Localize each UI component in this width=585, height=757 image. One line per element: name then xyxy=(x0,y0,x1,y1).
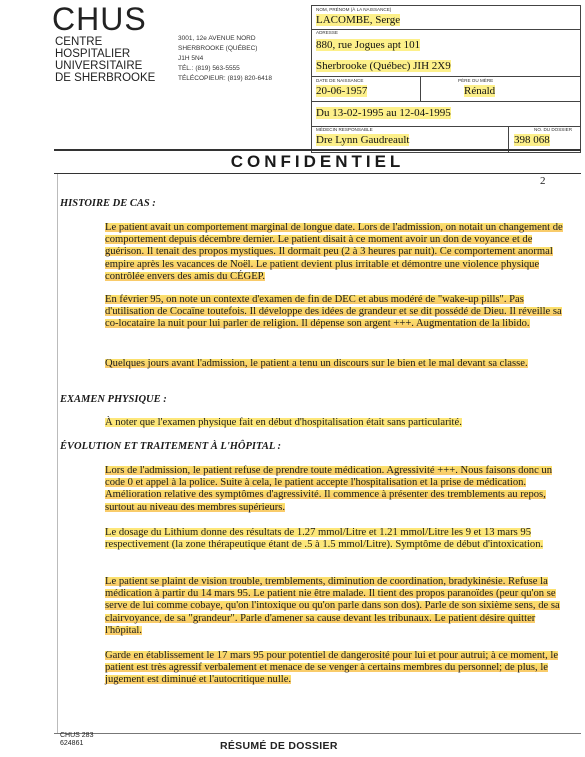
paragraph-evolution-4 xyxy=(105,650,573,687)
father-label: PÈRE OU MÈRE xyxy=(458,78,494,83)
address-label: ADRESSE xyxy=(316,30,338,35)
hospital-address xyxy=(178,34,272,84)
physician-label: MÉDECIN RESPONSABLE xyxy=(316,127,373,132)
footer-rule xyxy=(54,733,581,734)
section-heading-evolution: ÉVOLUTION ET TRAITEMENT À L'HÔPITAL : xyxy=(60,441,281,452)
hospital-name-line: CENTRE xyxy=(55,36,103,48)
paragraph-evolution-3 xyxy=(105,576,573,637)
patient-father-text: Rénald xyxy=(464,85,496,97)
section-heading-histoire: HISTOIRE DE CAS : xyxy=(60,198,156,209)
dob-label: DATE DE NAISSANCE xyxy=(316,78,364,83)
title-rule-bottom xyxy=(54,173,581,174)
file-number-text: 398 068 xyxy=(514,134,550,146)
physician-name xyxy=(316,134,409,146)
address-line: TÉLÉCOPIEUR: (819) 820-6418 xyxy=(178,75,272,82)
paragraph-text: Lors de l'admission, le patient refuse de prendre toute médication. Agressivité +++. Nous faisons donc un code 0 et appel à la police. Suite à cela, le patient accepte l'hospitalisation et la prise de médication. Amélioration relative des symptômes d'agressivité. Il commence à présenter des tremblements au repos, surtout au niveau des membres supérieurs. xyxy=(105,465,553,513)
patient-address-line1-text: 880, rue Jogues apt 101 xyxy=(316,39,421,51)
paragraph-text: Le patient se plaint de vision trouble, tremblements, diminution de coordination, bradykinésie. Refuse la médication à partir du 14 mars 95. Le patient nie être malade. Il tient des propos paranoïdes (peur qu'on se serve de lui comme cobaye, qu'on l'intoxique ou qu'on parle dans son dos). Parle de son sixième sens, de sa clairvoyance, de sa "grandeur". Parle d'amener sa cause devant les tribunaux. Le patient désire quitter l'hôpital. xyxy=(105,576,560,636)
hospital-name xyxy=(55,36,155,84)
physician-name-text: Dre Lynn Gaudreault xyxy=(316,134,410,146)
hospital-name-line: DE SHERBROOKE xyxy=(55,72,156,84)
form-title: RÉSUMÉ DE DOSSIER xyxy=(220,740,338,752)
address-line: TÉL.: (819) 563-5555 xyxy=(178,65,240,72)
patient-father xyxy=(464,85,495,97)
patient-address-line1 xyxy=(316,39,420,51)
patient-dob xyxy=(316,85,367,97)
paragraph-evolution-1 xyxy=(105,465,573,514)
patient-dob-text: 20-06-1957 xyxy=(316,85,368,97)
paragraph-evolution-2 xyxy=(105,527,573,551)
paragraph-text: Le patient avait un comportement marginal de longue date. Lors de l'admission, on notait un changement de comportement depuis décembre dernier. Le patient disait à ce moment avoir un don de voyance et de guérison. Il tenait des propos mystiques. Il dormait peu (2 à 3 heures par nuit). Ce comportement anormal empire après les vacances de Noël. Le patient devient plus irritable et démontre une violence physique contrôlée envers des amis du CÉGEP. xyxy=(105,222,563,282)
page-number: 2 xyxy=(540,175,546,187)
paragraph-text: À noter que l'examen physique fait en début d'hospitalisation était sans particularité. xyxy=(105,417,462,428)
patient-name-text: LACOMBE, Serge xyxy=(316,14,401,26)
paragraph-history-3 xyxy=(105,358,573,370)
stay-dates-text: Du 13-02-1995 au 12-04-1995 xyxy=(316,107,451,119)
hospital-name-line: UNIVERSITAIRE xyxy=(55,60,143,72)
document-title: CONFIDENTIEL xyxy=(230,152,405,171)
patient-address-line2 xyxy=(316,60,451,72)
patient-name xyxy=(316,14,400,26)
file-number-label: NO. DU DOSSIER xyxy=(534,127,573,132)
paragraph-history-1 xyxy=(105,222,573,283)
hospital-logo: CHUS xyxy=(52,1,147,37)
address-line: J1H 5N4 xyxy=(178,55,204,62)
hospital-name-line: HOSPITALIER xyxy=(55,48,131,60)
paragraph-exam xyxy=(105,417,573,429)
margin-rule xyxy=(57,174,58,734)
paragraph-text: Garde en établissement le 17 mars 95 pour potentiel de dangerosité pour lui et pour autrui; à ce moment, le patient est très agressif verbalement et menace de se venger à certains membres du personnel; de plus, le jugement est diminué et l'autocritique nulle. xyxy=(105,650,559,686)
form-code-line: CHUS 283 xyxy=(60,732,94,739)
form-number-line: 624861 xyxy=(60,740,84,747)
address-line: 3001, 12e AVENUE NORD xyxy=(178,35,256,42)
paragraph-text: Quelques jours avant l'admission, le patient a tenu un discours sur le bien et le mal devant sa classe. xyxy=(105,358,528,369)
patient-address-line2-text: Sherbrooke (Québec) JIH 2X9 xyxy=(316,60,451,72)
name-label: NOM, PRÉNOM (À LA NAISSANCE) xyxy=(316,7,392,12)
stay-dates xyxy=(316,107,451,119)
form-code xyxy=(60,732,93,748)
paragraph-text: Le dosage du Lithium donne des résultats de 1.27 mmol/Litre et 1.21 mmol/Litre les 9 et 13 mars 95 respectivement (la zone thérapeutique étant de .5 à 1.5 mmol/Litre). Symptôme de début d'intoxication. xyxy=(105,527,544,551)
section-heading-examen: EXAMEN PHYSIQUE : xyxy=(60,394,167,405)
patient-id-box xyxy=(311,5,581,153)
paragraph-history-2 xyxy=(105,294,573,331)
file-number xyxy=(514,134,550,146)
address-line: SHERBROOKE (QUÉBEC) xyxy=(178,45,258,52)
paragraph-text: En février 95, on note un contexte d'examen de fin de DEC et abus modéré de "wake-up pills". Pas d'utilisation de Cocaïne toutefois. Il développe des idées de grandeur et se dit possédé de Dieu. Il réveille sa co-locataire la nuit pour lui parler de religion. Il dépense son argent +++. Augmentation de la libido. xyxy=(105,294,562,330)
